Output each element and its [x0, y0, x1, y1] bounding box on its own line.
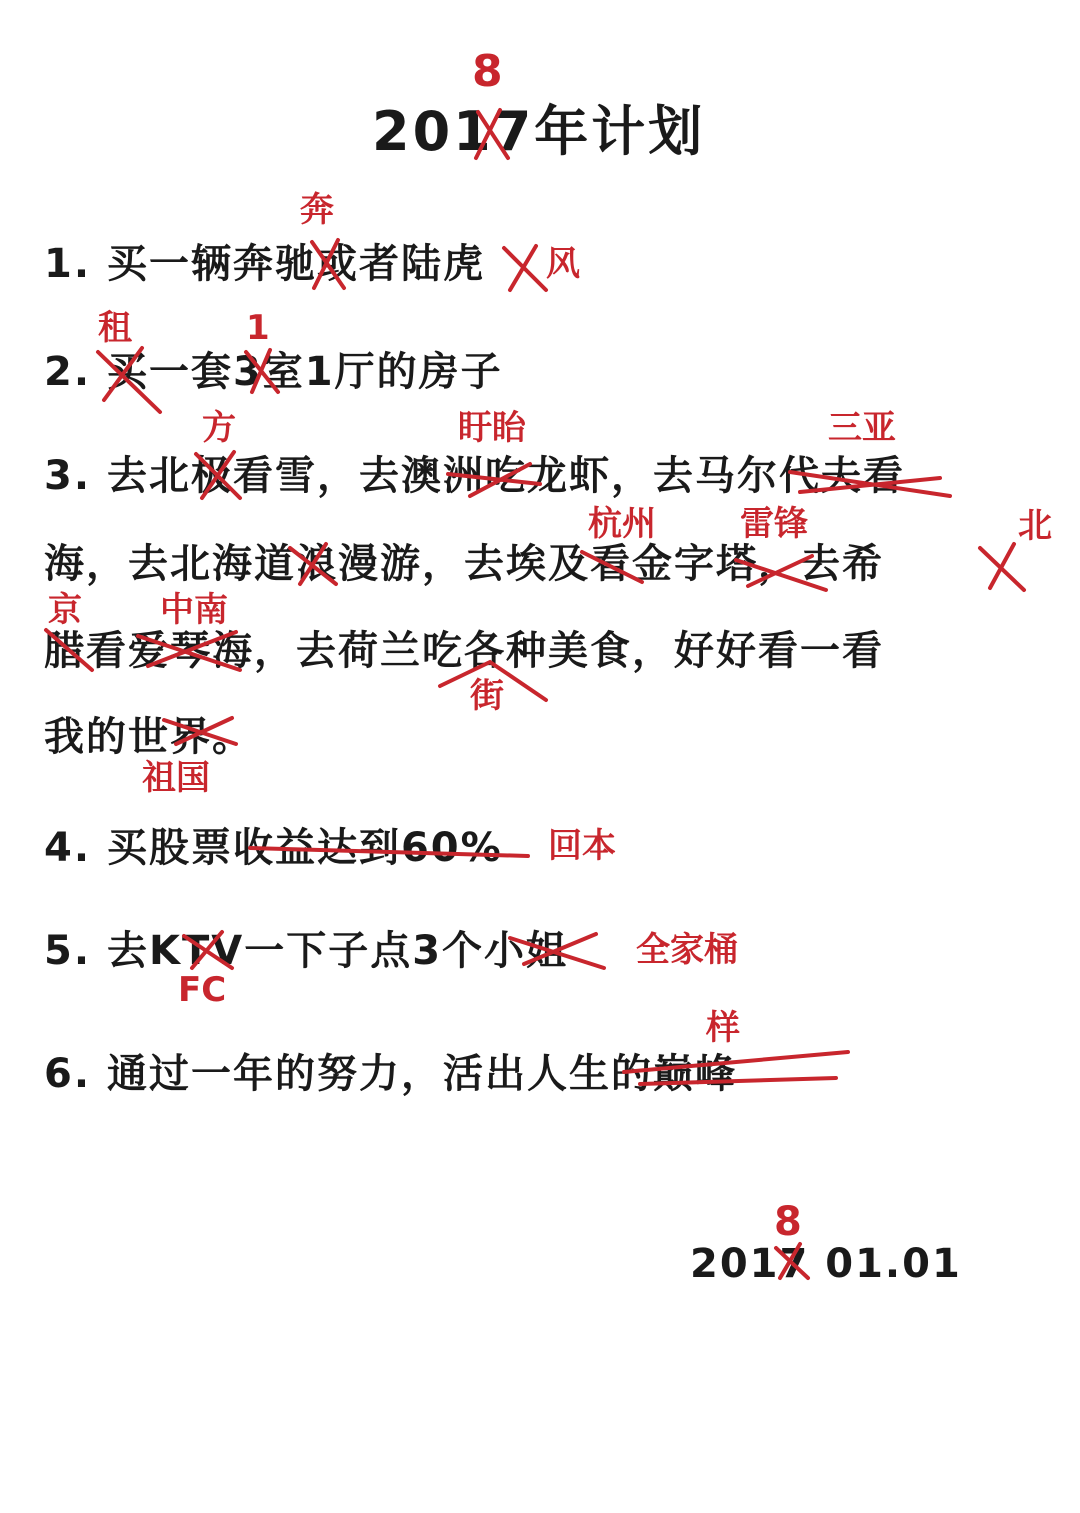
- correction-fc: FC: [178, 970, 227, 1010]
- document-date: 2017 01.01: [690, 1241, 962, 1287]
- correction-hangzhou: 杭州: [588, 504, 656, 544]
- correction-zuguo: 祖国: [142, 758, 210, 798]
- plan-item-2: 2. 买一套3室1厅的房子: [44, 349, 503, 395]
- plan-item-3-line-2: 海，去北海道浪漫游，去埃及看金字塔，去希: [44, 541, 884, 587]
- correction-xuyi: 盱眙: [458, 408, 526, 448]
- correction-ben: 奔: [300, 190, 334, 230]
- plan-item-5: 5. 去KTV一下子点3个小姐: [44, 928, 569, 974]
- correction-one: 1: [246, 308, 270, 348]
- correction-yang: 样: [706, 1008, 740, 1048]
- correction-jing: 京: [48, 590, 82, 630]
- correction-bei: 北: [1018, 506, 1052, 546]
- plan-item-3-line-1: 3. 去北极看雪，去澳洲吃龙虾，去马尔代夫看: [44, 453, 905, 499]
- correction-fang: 方: [202, 408, 236, 448]
- correction-quanjiatong: 全家桶: [636, 930, 738, 970]
- page-title: 2017年计划: [372, 100, 706, 163]
- plan-item-1: 1. 买一辆奔驰或者陆虎: [44, 241, 485, 287]
- correction-feng: 风: [546, 244, 580, 284]
- correction-zu: 租: [98, 308, 132, 348]
- correction-sanya: 三亚: [828, 408, 896, 448]
- correction-jie: 街: [470, 676, 504, 716]
- plan-item-4: 4. 买股票收益达到60%: [44, 825, 503, 871]
- correction-date-year: 8: [774, 1199, 802, 1245]
- correction-leifeng: 雷锋: [740, 504, 808, 544]
- correction-zhongnan: 中南: [160, 590, 228, 630]
- plan-item-3-line-3: 腊看爱琴海，去荷兰吃各种美食，好好看一看: [44, 628, 884, 674]
- plan-item-6: 6. 通过一年的努力，活出人生的巅峰: [44, 1051, 737, 1097]
- plan-item-3-line-4: 我的世界。: [44, 714, 254, 760]
- correction-huiben: 回本: [548, 826, 616, 866]
- correction-title-year: 8: [472, 46, 503, 97]
